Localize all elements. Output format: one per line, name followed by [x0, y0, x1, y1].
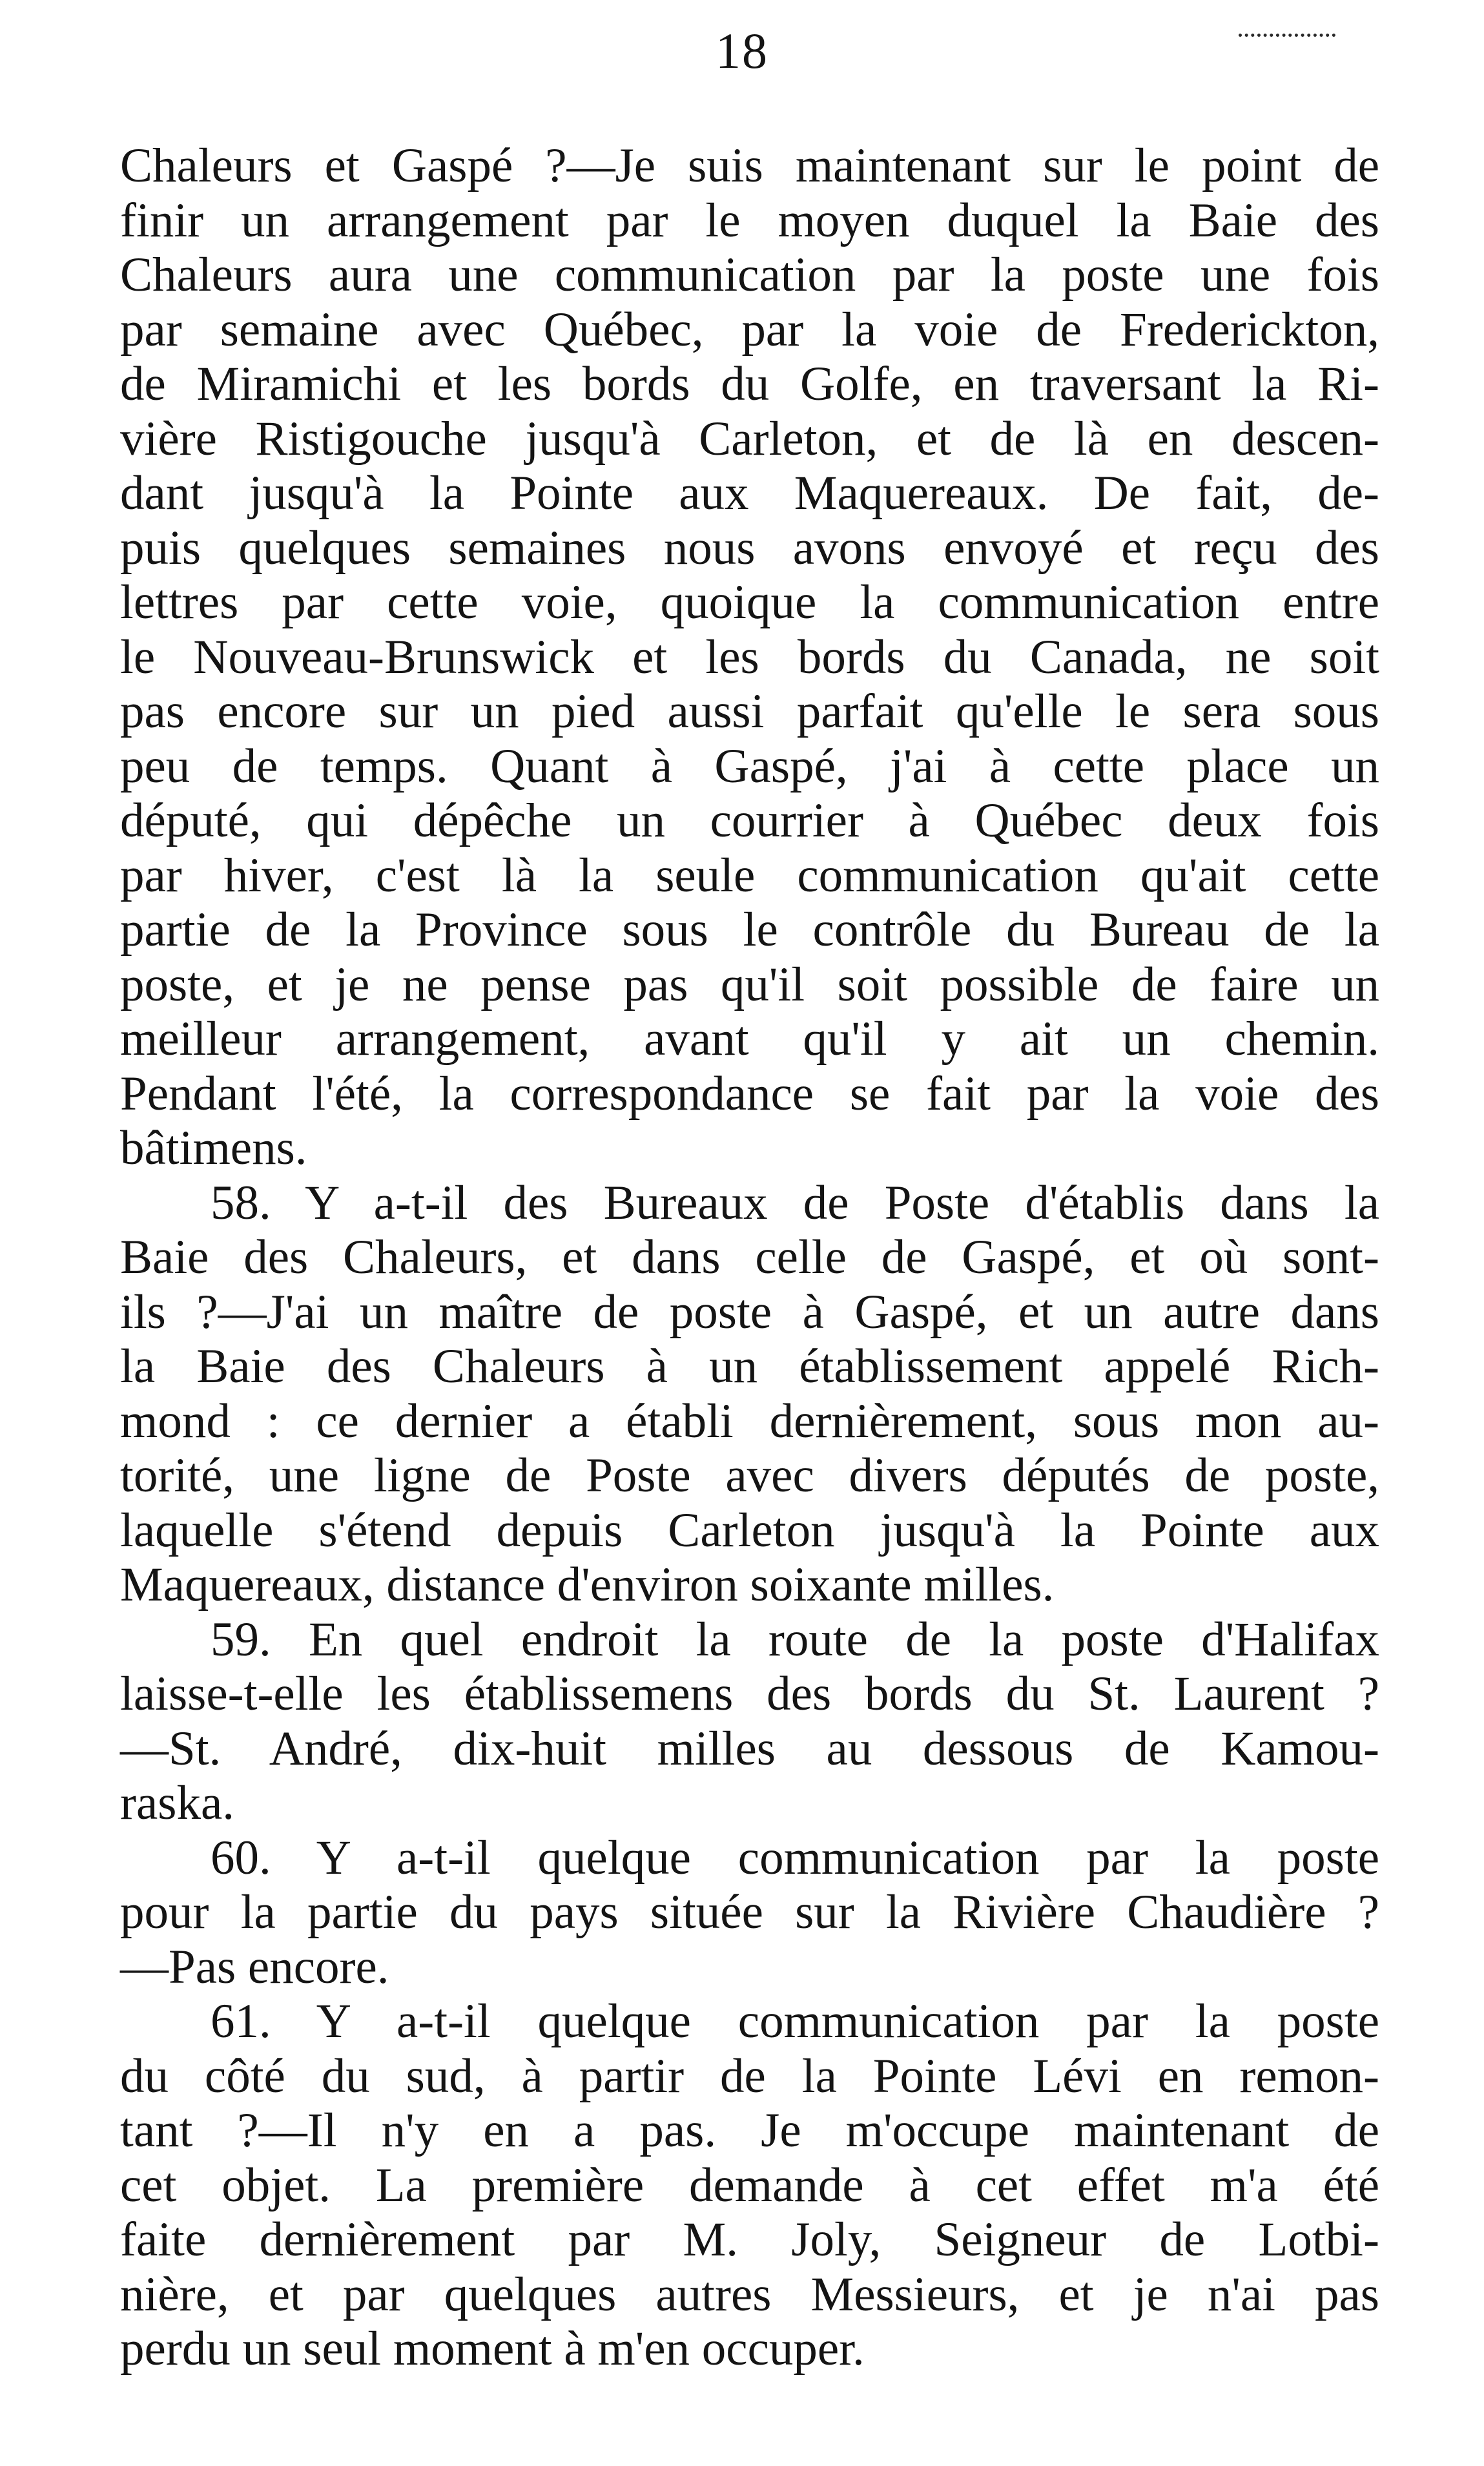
- text-line: Chaleurs et Gaspé ?—Je suis maintenant sur le point de: [120, 139, 1379, 192]
- text-line: dant jusqu'à la Pointe aux Maquereaux. De fait, de-: [120, 466, 1379, 520]
- text-line: 61. Y a-t-il quelque communication par la poste: [211, 1995, 1379, 2048]
- text-line: député, qui dépêche un courrier à Québec deux fois: [120, 794, 1379, 847]
- text-line: meilleur arrangement, avant qu'il y ait un chemin.: [120, 1012, 1379, 1066]
- text-line: raska.: [120, 1776, 234, 1830]
- page-body-text: [120, 139, 1379, 2377]
- text-line: pas encore sur un pied aussi parfait qu'elle le sera sous: [120, 685, 1379, 738]
- text-line: de Miramichi et les bords du Golfe, en traversant la Ri-: [120, 357, 1379, 411]
- text-line: cet objet. La première demande à cet effet m'a été: [120, 2158, 1379, 2212]
- text-line: finir un arrangement par le moyen duquel la Baie des: [120, 193, 1379, 247]
- text-line: tant ?—Il n'y en a pas. Je m'occupe maintenant de: [120, 2104, 1379, 2157]
- text-line: partie de la Province sous le contrôle du Bureau de la: [120, 903, 1379, 957]
- text-line: par semaine avec Québec, par la voie de Frederickton,: [120, 302, 1379, 357]
- text-line: lettres par cette voie, quoique la communication entre: [120, 575, 1379, 629]
- text-line: puis quelques semaines nous avons envoyé et reçu des: [120, 521, 1379, 575]
- text-line: vière Ristigouche jusqu'à Carleton, et de là en descen-: [120, 411, 1379, 466]
- text-line: mond : ce dernier a établi dernièrement, sous mon au-: [120, 1394, 1379, 1448]
- text-line: laisse-t-elle les établissemens des bords du St. Laurent ?: [120, 1667, 1379, 1721]
- text-line: peu de temps. Quant à Gaspé, j'ai à cette place un: [120, 739, 1379, 793]
- text-line: poste, et je ne pense pas qu'il soit possible de faire un: [120, 957, 1379, 1011]
- text-line: —Pas encore.: [120, 1940, 389, 1994]
- text-line: Pendant l'été, la correspondance se fait par la voie des: [120, 1066, 1379, 1121]
- text-line: Maquereaux, distance d'environ soixante milles.: [120, 1558, 1055, 1611]
- text-line: du côté du sud, à partir de la Pointe Lévi en remon-: [120, 2049, 1379, 2103]
- text-line: Chaleurs aura une communication par la poste une fois: [120, 248, 1379, 302]
- page-number: 18: [716, 23, 768, 79]
- text-line: le Nouveau-Brunswick et les bords du Canada, ne soit: [120, 630, 1379, 684]
- text-line: perdu un seul moment à m'en occuper.: [120, 2322, 865, 2376]
- text-line: par hiver, c'est là la seule communication qu'ait cette: [120, 848, 1379, 902]
- text-line: nière, et par quelques autres Messieurs, et je n'ai pas: [120, 2267, 1379, 2321]
- text-line: bâtimens.: [120, 1121, 307, 1175]
- text-line: la Baie des Chaleurs à un établissement appelé Rich-: [120, 1340, 1379, 1393]
- printer-mark: [1239, 34, 1335, 43]
- text-line: pour la partie du pays située sur la Rivière Chaudière ?: [120, 1885, 1379, 1939]
- text-line: 60. Y a-t-il quelque communication par la poste: [211, 1830, 1379, 1885]
- text-line: —St. André, dix-huit milles au dessous de Kamou-: [120, 1721, 1379, 1776]
- text-line: faite dernièrement par M. Joly, Seigneur de Lotbi-: [120, 2213, 1379, 2266]
- text-line: 59. En quel endroit la route de la poste d'Halifax: [211, 1612, 1379, 1666]
- text-line: Baie des Chaleurs, et dans celle de Gaspé, et où sont-: [120, 1230, 1379, 1284]
- text-line: torité, une ligne de Poste avec divers députés de poste,: [120, 1449, 1379, 1502]
- text-line: laquelle s'étend depuis Carleton jusqu'à la Pointe aux: [120, 1503, 1379, 1557]
- text-line: 58. Y a-t-il des Bureaux de Poste d'établis dans la: [211, 1176, 1379, 1230]
- text-line: ils ?—J'ai un maître de poste à Gaspé, et un autre dans: [120, 1285, 1379, 1339]
